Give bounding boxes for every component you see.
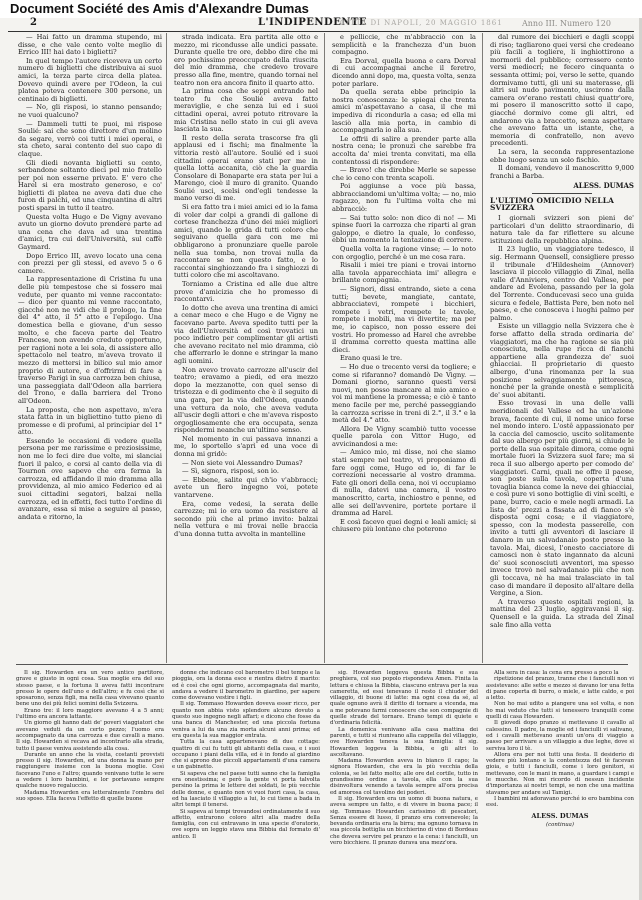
article-paragraph: Si era fatto tra i miei amici ed io la fama di voler dar colpi a grandi di gallone di cortese franchezza d'uno dei miei migliori amici, quando le grida di tutti coloro che seguivano quella gara con me mi obbligarono a pronunziare quelle parole nella sua tomba, non trovai nulla da raccontare se non questo fatto, e lo raccontai singhiozzando fra i singhiozzi di tutti coloro che mi ascoltavano. [174, 203, 318, 280]
article-paragraph: I giornali svizzeri son pieni de' particolari d'un delitto straordinario, di natura tale da far riflettere su alcune istituzioni della repubblica alpina. [490, 214, 634, 245]
article-paragraph: In quel tempo l'autore riceveva un certo numero di biglietti che distribuiva ai suoi amici, la terza parte circa della platea. Dovevo quindi avere per l'Odeon, la cui platea poteva contenere 300 persone, un centinaio di biglietti. [18, 56, 162, 103]
article-paragraph: — Signori, dissi entrando, siete a cena tutti; bevete, mangiate, cantate, abbracciatevi, rompete i bicchieri, rompete i vetri, rompete le tavole, rompete i mobili, ma vi divertite; ma per me, io capisco, non posso essere dei vostri. Ho promesso ad Harel che avrebbe il dramma corretto questa mattina alle dieci. [332, 285, 476, 354]
article-paragraph: Non avevo trovato carrozze all'uscir del teatro; eravamo a piedi, ed era mezzo dopo la mezzanotte, con quel senso di tristezza e di godimento che è il seguito di una gara, per la via dell'Odeon, quando una vettura da nolo, che aveva veduta all'uscir degli attori e che m'aveva risposto orgogliosamente che era occupata, senza rispondermi neanche un'ultimo senso. [174, 365, 318, 435]
feuilleton-paragraph: Il sig. Howarden era un vero antico partitore, grave e giusto in ogni cosa. Sua moglie era del suo stesso paese, e la fortuna li aveva fatti incontrare presso le opere dell'uno e dell'altro; e fu così che si sposarono, senza figli, ma nella casa vivevano quanto bene uno dei più felici uomini della Svizzera. [16, 670, 164, 708]
article-paragraph: Il resto della serata trascorse fra gli applausi ed i fischi; ma finalmente la vittoria restò all'autore. Soulié ed i suoi cittadini operai erano stati per me in quella lotta accanita, ciò che la guardia Consolare di Bonaparte era stata per lui a Marengo, cioè il muro di granito. Quando Soulié usci, scelsi ond'egli tendesse la mano verso di me. [174, 133, 318, 203]
feuilleton-paragraph: Si sapeva che nel paese tutti sanno che la famiglia era onestissima; e però la gente vi porta talvolta persino la prima le lettere dei soldati, le più vecchie delle donne, e quanto non vi vuoi fuori casa, la casa, ed ha lasciato il villaggio a lui, lo cui tiene a bada in altri tempi il tenersi. [172, 770, 320, 809]
article-paragraph: Il domani, vendevo il manoscritto 9,000 franchi a Barba. [490, 164, 634, 180]
masthead [0, 16, 642, 32]
masthead-rule [8, 31, 634, 32]
article-column-4 [490, 34, 634, 660]
feuilleton-paragraph: Si sapeva ai tempi trovandosi ordinatamente il suo affetto, entrarono coloro altri alla madre della famiglia, con cui entravano in una specie d'oratorio, ove sopra un leggio stava una Bibbia dal formato di' antico. Il [172, 808, 320, 840]
feuilleton-paragraph: Madama Howarden era letteralmente l'ombra del suo sposo. Ella faceva l'effetto di quelle buone [16, 789, 164, 802]
article-paragraph: — Ebbene, salite qui ch'io v'abbracci; avete un fiero ingegno voi, potete vantarvene. [174, 475, 318, 500]
article-paragraph: Erano quasi le tre. [340, 354, 403, 363]
article-paragraph: Risalii i miei tre piani e trovai intorno alla tavola apparecchiata imi' allegra e brillante compagnia. [332, 261, 476, 285]
feuilleton-paragraph: Allora era per noi tutti una festa. Il desiderio di vedere più lontano e la contentezza del tè facevan gioia, e tutti i fanciulli, come i loro genitori, si mettevano, con le mani in mano, a guardare i campi e le mucche. Non mi ricordo di nessun incidente d'importanza ai nostri tempi, se non che una mattina stavamo per andare sul Tamigi. [486, 751, 634, 796]
article-paragraph: La sera, la seconda rappresentazione ebbe luogo senza un solo fischio. [490, 147, 634, 164]
feuilleton-column-4 [486, 670, 634, 895]
article-paragraph: e pelliccie, che m'abbracciò con la semplicità e la franchezza d'un buon compagno. [332, 34, 476, 57]
article-paragraph: E così facevo quei degni e leali amici; si chiusero più lontano che poterono [332, 517, 476, 534]
banner-title: Document Société des Amis d'Alexandre Dumas [10, 1, 309, 16]
article-column-2 [174, 34, 318, 660]
newspaper-title: L'INDIPENDENTE [258, 17, 368, 28]
article-column-1 [18, 34, 162, 660]
article-paragraph: La proposta, che non aspettavo, m'era stata fatta in un bigliettino tutto pieno di promesse e di profumi, al principiar del 1° atto. [18, 405, 162, 437]
article-paragraph: Il 23 luglio, un viaggiatore tedesco, il sig. Hermann Quensell, consigliere presso il tribunale d'Hildesheim (Annover) lasciava il piccolo villaggio di Zinal, nella valle d'Anniviers, centro del Vallese, per andare ad Evolena, passando per la gola del Torrente. Conducevasi seco una guida sicura e fedele, Battista Pere, ben noto nel paese, e che conosceva i luoghi palmo per palmo. [490, 245, 634, 322]
feuilleton-rule [16, 664, 628, 665]
feuilleton-paragraph: Il giovedì dopo pranzo si mettevano il cavallo al calessino. Il padre, la moglie ed i fanciulli vi salivano, ed i cavalli mettevano avanti un'ora di viaggio a passo per arrivare a un villaggio a due leghe, dove si serviva loro il tè. [486, 720, 634, 752]
article-paragraph: Quella volta la ragione vinse; — lo noto con orgoglio, perché è un me cosa rara. [332, 245, 476, 261]
article-paragraph: Esiste un villaggio nella Svizzera che è forse affatto della strada ordinaria de' viaggiatori, ma che ha ragione se sia più conosciuta, nella rupe ricca di fianchi appartiene alla grandezza de' suoi ghiacciai. Il proprietario di questo albergo, d'una rinomanza per la sua posizione selvaggiamente pittoresca, nonché per la grande onestà e semplicità de' suoi abitanti. [490, 322, 634, 399]
feuilleton-paragraph: Durante un anno che la visita, costanti provvisti presso il sig. Howarden, ed una donna la mano per raggiungere insieme con la buona moglie. Così facevano l'uno e l'altro; quando venivano tutte le sere a vedere i loro bambini, e lor portavano sempre qualche nuovo regaluccio. [16, 751, 164, 790]
page-number: 2 [30, 17, 37, 28]
article-paragraph: A traverso queste ospitali regioni, la mattina del 23 luglio, aggiravansi il sig. Quensell e la guida. La strada del Zinal sale fino alla vetta [490, 597, 634, 629]
article-paragraph: — Hai fatto un dramma stupendo, mi disse, e che vale cento volte meglio di Errico III! hai dato i biglietti? [18, 34, 162, 57]
feuilleton-paragraph: La domenica venivano alla casa mattina dei parenti, e tutti si riunivano alla cappella del villaggio, ove Howarden teneva la sua famiglia: il sig. Howarden leggeva la Bibbia, e gli altri lo ascoltavano. [330, 726, 478, 758]
column-divider [166, 33, 167, 663]
article-paragraph: La prima cosa che seppi entrando nel teatro fu che Soulié aveva fatto meraviglie, e che senza lui ed i suoi cittadini operai, avrei potuto ritrovare la mia Cristina nello stato in cui gli aveva lasciata la sua. [174, 87, 318, 134]
feuilleton-paragraph: sig. Howarden leggeva questa Bibbia e sua preghiera, col suo popolo rispondeva Amen. Finita la lettura e chiusa la Bibbia, ciascuno entrava per la sua cameretta, ed essi tenevano il resto il chiuder del villaggio, di buone di latte: ma ogni cosa da sé, al quale ognuno avrà il diritto di tornare a vicenda, ma a me potevano farmi conoscere che son compagnie di quelle strade del tornare. Erano tempi di quiete e d'ordinaria felicità. [330, 670, 478, 727]
feuilleton-column-3 [330, 670, 478, 895]
article-paragraph: strada indicata. Era partita alle otto e mezzo, mi ricondusse alle undici passate. Durante quelle tre ore, debbo dire che mi ero pochissimo preoccupato della riuscita del mio dramma, che credevo trovare presso alla fine, mentre, quando tornai nel teatro non era ancora finito il quarto atto. [174, 34, 318, 87]
feuilleton-paragraph: Un giorno gli hanno dati de' poveri viaggiatori che avevano veduti da un certo pezzo; l'uomo era accompagnato da una carrozza e due cavalli a mano. Il sig. Howarden si recava ad incontrarlo alla strada, tutto il paese veniva assistendo alla cosa. [16, 720, 164, 752]
article-paragraph: — Amico mio, mi disse, noi che siamo stati sempre nel teatro, vi proponiamo di fare oggi come, Hugo ed io, di far le correzioni necessarie al vostro dramma. Fate gli onori della cena, noi vi occupiamo di nulla, datevi una camera, il vostro manoscritto, carta, inchiostro e penne, ed alle sei dell'avvenire, portete portare il dramma ad Harel. [332, 448, 476, 518]
article-paragraph: Torniamo a Cristina ed alle due altre prove d'amicizia che ho promesso di raccontarvi. [174, 280, 318, 304]
article-paragraph: — Ho due o trecento versi da togliere; e come si rifaranno? domandò De Vigny. — Domani giorno, saranno questi versi nuovi, non posso mancare al mio amico e voi mi mantiene la promessa; e ciò è tanto meno facile per me, perché passeggiando la carrozza scrisse in treni di 2.°, il 3.° e la metà del 4.° atto. [332, 362, 476, 425]
feuilleton-paragraph: Non ho mai udito a piangere una sol volta, e non ho mai veduto che tutti si tenessero tranquilli come quelli di casa Howarden. [486, 701, 634, 721]
issue-info: Anno III. Numero 120 [522, 19, 611, 28]
article-paragraph: Era, come vedesi, la serata delle carrezze; mi io era uomo da resistere al secondo più che al primo invito: balzai nella vettura e mi trovai nelle braccia d'una donna tutta avvolta in mantelline [174, 499, 318, 538]
article-paragraph: — No, gli risposi, io stanno pensando; ne vuoi qualcuno? [18, 103, 162, 119]
continuation-note: (continua) [546, 821, 574, 828]
article-column-3 [332, 34, 476, 660]
article-paragraph: — Dammeli tutti te puoi, mi rispose Soulié: sai che sono direttore d'un molino da segare, verrò coi tutti i miei operai, e sta cheto, sarai contento del suo capo di claque. [18, 119, 162, 158]
column-divider [482, 33, 483, 663]
feuilleton-paragraph: donne che indicano col barometro il bel tempo e la pioggia, ora la donna esce e rientra dietro il marito: ed è così che ogni giorno, accompagnata dal marito, andava a vedere il barometro in giardino, per sapere come dovevano vestire i figli. [172, 670, 320, 702]
article-paragraph: — Sì, signora, risposi, son io. [182, 467, 279, 476]
article-paragraph: Io dotto che aveva una trentina di amici a cenar meco e che Hugo e de Vigny ne facevano parte. Aveva spedito tutti per la via dell'Università ed così trovatici un poco indietro per complimentar gli artisti che avevano recitato nel mio dramma, ciò che afferrarlo le donne e stringar la mano agli uomini. [174, 303, 318, 365]
feuilleton-paragraph: Erano tre: il loro maggiore avevano 4 a 5 anni; l'ultimo era ancora lattante. [16, 707, 164, 721]
article-paragraph: Poi aggiunse a voce più bassa, abbracciandomi un'ultima volta; — no, mio ragazzo, non fu l'ultima volta che mi abbracciò: [332, 182, 476, 214]
feuilleton-paragraph: Alla sera in casa: la cena era presso a poco la [494, 670, 619, 676]
article-paragraph: — Non siete voi Alessandro Dumas? [182, 458, 303, 467]
article-paragraph: Questa volta Hugo e De Vigny avevano avuto un giorno dovuto prendere parte ad una cena che dava ad una trentina d'amici, tra cui dell'Università, sul caffè Gaymard. [18, 212, 162, 252]
feuilleton-signature: ALESS. DUMAS [531, 811, 589, 820]
article-paragraph: Dopo Errico III, avevo locato una cena con prezzi per gli stessi, ed avevo 5 o 6 camere. [18, 251, 162, 275]
column-divider [324, 33, 325, 663]
article-paragraph: Essendo le occasioni di vedere quella persona per me rarissime e preziosissime, non me lo feci dire due volte, mi slanciai fuori il palco, e corsi al canto della via di Tournon ove sapevo che era ferma la carrozza, ed affidando il mio dramma alla provvidenza, al mio amico Federico ed ai suoi cittadini segatori, balzai nella carrozza, ed in effetti, feci tutto l'ordine di avanzare, essa si mise a seguire al passo, andata e ritorno, la [18, 436, 162, 521]
article-paragraph: La rappresentazione di Cristina fu una delle più tempestose che si fossero mai vedute, per quanto mi venne raccontato: — dico per quanto mi venne raccontato, giacché non ne vidi che il prologo, la fine del 4° atto, il 5° atto e l'epilogo. Una domestica bella e giovane, d'un sesso molto, e che faceva parte del Teatro Francese, non avendo creduto opportuno, per ragioni note a lei sola, di assistere allo spettacolo nel teatro, m'aveva trovato il mezzo di mettersi in bilico sul mio amor proprio di autore, e d'offrirmi di fare a traverso Parigi in sua carrozza ben chiusa, una passeggiata dall'Odeon alla barriera del Trono, e dalla barriera del Trono all'Odeon. [18, 275, 162, 405]
article-paragraph: Le offrii di salire a prender parte alla nostra cena; le pronuzi che sarebbe fra accolta da' miei trenta convitati, ma ella contentossi di rispondere: [332, 134, 476, 166]
feuilleton-column-2 [172, 670, 320, 895]
feuilleton-paragraph: Madama Howarden aveva in bianco il capo; la signora Howarden, che era la più vecchia della colonia, se lei fatto molto; alle ore del cortile, tutto in grandissimo ordine a tavola, ella con la sua disinvoltura venendo a tavola sempre all'ora precisa ed amorosa col tavolino dei poderi. [330, 758, 478, 796]
feuilleton-paragraph: ripetizione del pranzo, tranne che i fanciulli non vi assistevano: alle sette e mezzo si davano lor una fetta di pane coperta di burro, o miele, e latte caldo, e poi a letto. [486, 676, 634, 702]
article-paragraph: Allora De Vigny scambiò tutto vocesse quelle parola con Vittor Hugo, ed avvicinandosi a me: [332, 424, 476, 448]
show-through-text: CITTÀ DI NAPOLI, 20 MAGGIO 1861 [340, 19, 503, 27]
article-paragraph: Da quella serata ebbe principio la nostra conoscenza: le spiegai che trenta amici m'aspettavano a casa, il che mi impediva di ricondurla a casa; ed ella mi lasciò alla mia porta, in cambio di accompagnarla io alla sua. [332, 88, 476, 135]
feuilleton-paragraph: Il sig. Tommaso Howarden doveva esser ricco, per quanto non abbia visto splendore alcuno dovuto a questo suo ingegno negli affari; e dicono che fosse da una banca di Manchester, ed una piccola fortuna veniva a lui da una zia morta alcuni anni prima; ed era questa la sua maggior entrata. [172, 701, 320, 739]
article-headline: L'ULTIMO OMICIDIO NELLA SVIZZERA [490, 195, 615, 213]
article-paragraph: — Bravo! che direbbe Merle se sapesse che io ceno con trenta scapoli. [332, 166, 476, 182]
article-paragraph: ALESS. DUMAS [573, 181, 634, 191]
feuilleton-paragraph: Il sig. Howarden era un uomo di buona natura, e aveva sempre un fatto, e di vivere in buona pace; il sig. Tommaso Howarden carissimo di pescatori, Senza essere di lusso, il pranzo era convenevole; la bevanda ordinaria era la birra; ma ognuno tornava in sua piccola bottiglia un bicchierino di vino di Bordeau che doveva servire pel pranzo e la cena: i fanciulli, un vero bicchiere. Il pranzo durava una mezz'ora. [330, 795, 478, 847]
feuilleton-paragraph: Tutta la casa appartenevano di due cottage: quattro di cui fu tutti gli abitanti della casa, e i suoi occupano i piani della villa, ed è in fondo al giardino che si aprono due piccoli appartamenti d'una camera e un gabinetto. [172, 739, 320, 771]
article-paragraph: dal rumore dei bicchieri e dagli scoppi di riso; tagliarono quei versi che credeano più facili a togliere, li inghiottirono a mormorii del pubblico; corressero cento versi mediocri; ne fecero cinquanta o sessanta ottimi; poi, verso le sette, quando dormivamo tutti, gli uni su materasse, gli altri sul nudo pavimento, uscirono dalla camera ov'erano restati chiusi quattr'ore, mi posero il manoscritto sotto il capo, giacché dormivo come gli altri, ed andarono via a braccetto, senza aspettare che avevano fatta un istante, che, a memoria di confratello, non avevo precedenti. [490, 34, 634, 148]
section-rule [532, 193, 592, 194]
article-paragraph: Nel momento in cui passava innanzi a me, lo sportello s'aprì ed una voce di donna mi gridò: [174, 434, 318, 459]
feuilleton-column-1 [16, 670, 164, 895]
article-paragraph: Esso trovasi in una delle valli meridionali del Vallese ed ha un'azione brava, facente di cui, il nome unico forse nel mondo intero. L'ostê appassionato per la caccia del camoscio, uscito solitamente dal suo albergo per più giorni, si chiude le porte della sua ospitale dimora, come ogni mortale fuori la Svizzera suol fare; ma si reca il suo albergo aperto per comodo de' viaggiatori. Carni, quali ne offre il paese, son poste sulla tavola, coperta d'una tovaglia bianca come la neve dei ghiacciai, e così pure vi sono bottiglie di vini scelti, e pane, burro, cacio e mele negli armadi. La lista de' prezzi a fissata ad di fianco s'è disposta ogni cosa; e il viaggiatore, spesso, con la modesta passerelle, con invito a tutti gli avventori di lasciare il danaro in un salvadanaio posto presso la tavola. Mai, dicesi, l'onesto cacciatore di camosci non è stato ingannato da alcuni de' suoi sconosciuti avventori, ma spesso invece trovò nel salvadanaio più che non gli toccava, nè ha mai tralasciato in tal caso di mandare il deposito all'altare della Vergine, a Sion. [490, 399, 634, 598]
article-paragraph: — Sai tutto solo: non dico di no! — Mi spinse fuori la carrozza che riparti al gran galoppo, e dietro la quale, lo confesso, ebbi un momento la tentazione di correre. [332, 213, 476, 245]
feuilleton-paragraph: I bambini mi adoravano perché io ero bambina con essi. [486, 795, 634, 809]
article-paragraph: Gli diedi novanta biglietti su cento, serbandone soltanto dieci pel mio fratello per poi non esserne privato. E' vero che Harel si era mostrato generoso, e co' biglietti di platea ne aveva dati due che furon di palchi, ed una cinquantina di altri posti sparsi in tutto il teatro. [18, 158, 162, 213]
article-paragraph: Era Dorval, quella buona e cara Dorval di cui accompagnai anche il feretro, dicendo anni dopo, ma, questa volta, senza poter parlare. [332, 56, 476, 88]
